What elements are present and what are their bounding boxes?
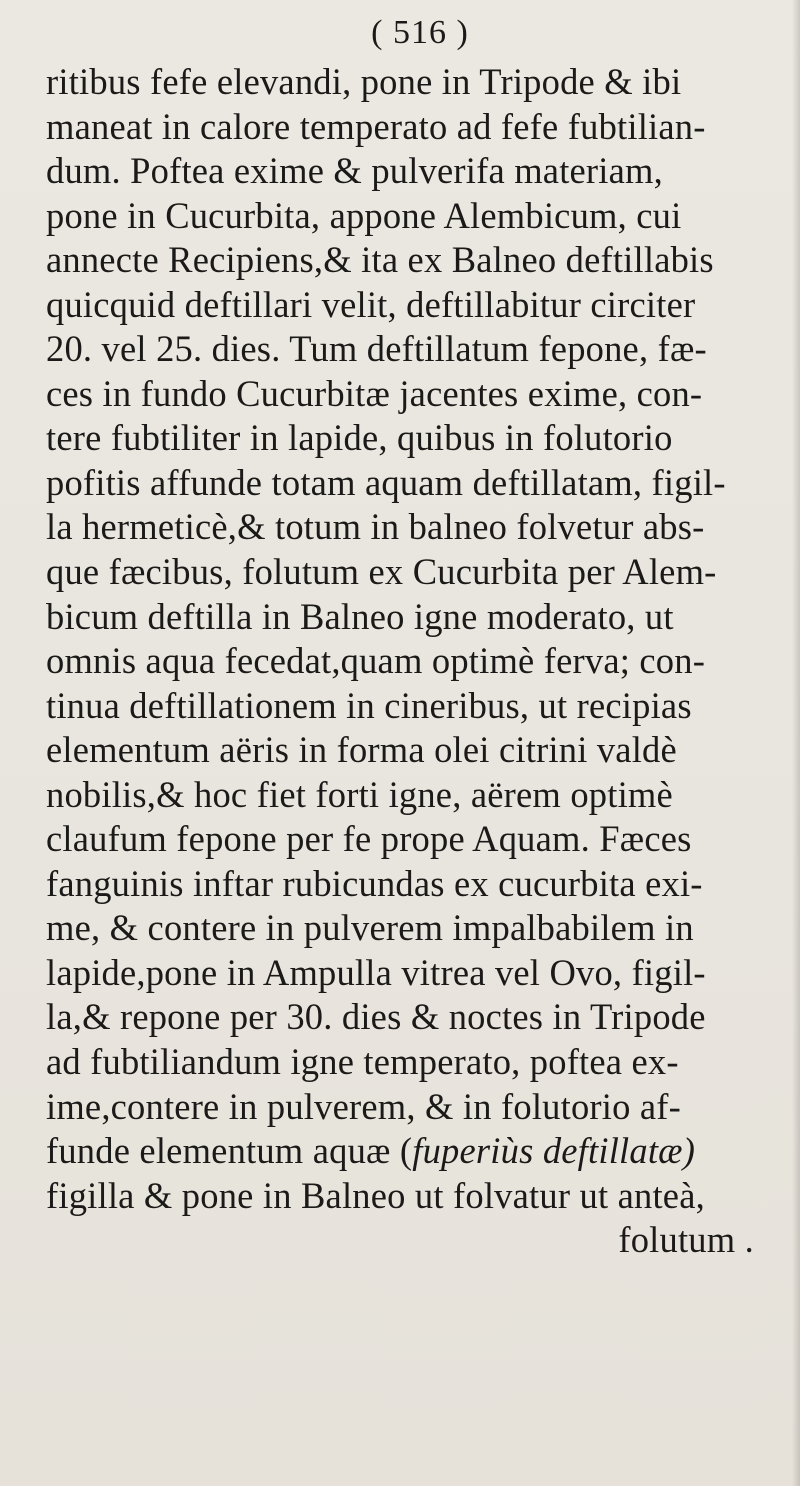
- text-line: quicquid deftillari velit, deftillabitur circiter: [46, 283, 696, 325]
- text-line: tinua deftillationem in cineribus, ut recipias: [46, 684, 692, 726]
- text-line: [46, 1129, 776, 1174]
- page-number: ( 516 ): [371, 14, 469, 51]
- text-line: ces in fundo Cucurbitæ jacentes exime, con-: [46, 372, 703, 414]
- text-line: bicum deftilla in Balneo igne moderato, ut: [46, 595, 674, 637]
- text-line: la,& repone per 30. dies & noctes in Tripode: [46, 996, 706, 1038]
- text-line: pofitis affunde totam aquam deftillatam, figil-: [46, 461, 726, 503]
- text-line: que fæcibus, folutum ex Cucurbita per Alem-: [46, 551, 717, 593]
- text-line: fanguinis inftar rubicundas ex cucurbita exi-: [46, 862, 703, 904]
- text-line: ime,contere in pulverem, & in folutorio af-: [46, 1085, 681, 1127]
- text-line: maneat in calore temperato ad fefe fubtilian-: [46, 105, 706, 147]
- text-line: elementum aëris in forma olei citrini valdè: [46, 729, 677, 771]
- text-line: la hermeticè,& totum in balneo folvetur abs-: [46, 506, 705, 548]
- text-line: claufum fepone per fe prope Aquam. Fæces: [46, 818, 692, 860]
- catchword: folutum .: [618, 1219, 754, 1261]
- text-line: annecte Recipiens,& ita ex Balneo deftillabis: [46, 239, 714, 281]
- italic-phrase: fuperiùs deftillatæ): [412, 1130, 696, 1172]
- text-line: lapide,pone in Ampulla vitrea vel Ovo, figil-: [46, 951, 706, 993]
- text-line: pone in Cucurbita, appone Alembicum, cui: [46, 194, 682, 236]
- text-line: ritibus fefe elevandi, pone in Tripode & ibi: [46, 61, 682, 102]
- text-line: figilla & pone in Balneo ut folvatur ut anteà,: [46, 1174, 705, 1216]
- page-edge-shadow: [792, 0, 800, 1486]
- text-line: 20. vel 25. dies. Tum deftillatum fepone, fæ-: [46, 328, 707, 370]
- text-line: dum. Poftea exime & pulverifa materiam,: [46, 150, 663, 192]
- text-line: tere fubtiliter in lapide, quibus in folutorio: [46, 417, 673, 459]
- text-segment: funde elementum aquæ (: [46, 1130, 413, 1172]
- body-text: [46, 60, 776, 1263]
- text-line: nobilis,& hoc fiet forti igne, aërem optimè: [46, 773, 673, 815]
- text-line: me, & contere in pulverem impalbabilem in: [46, 907, 694, 949]
- text-line: ad fubtiliandum igne temperato, poftea ex-: [46, 1041, 679, 1083]
- text-line: omnis aqua fecedat,quam optimè ferva; con-: [46, 640, 706, 682]
